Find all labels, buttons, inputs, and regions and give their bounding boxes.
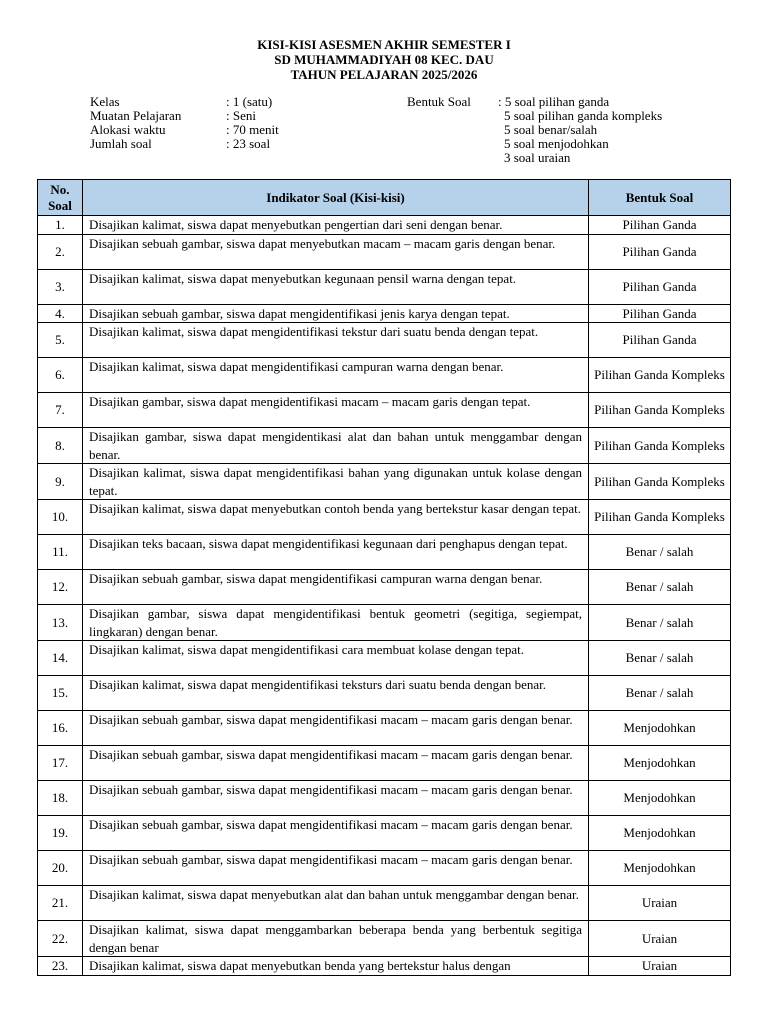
cell-indikator: Disajikan kalimat, siswa dapat menyebutkan alat dan bahan untuk menggambar dengan benar. bbox=[83, 886, 589, 921]
cell-no: 1. bbox=[38, 216, 83, 235]
cell-indikator: Disajikan sebuah gambar, siswa dapat mengidentifikasi macam – macam garis dengan benar. bbox=[83, 746, 589, 781]
table-row bbox=[38, 641, 731, 676]
table-header-row bbox=[38, 180, 731, 216]
cell-no: 16. bbox=[38, 711, 83, 746]
cell-bentuk: Menjodohkan bbox=[589, 711, 731, 746]
info-label: Kelas bbox=[90, 94, 120, 109]
cell-indikator: Disajikan sebuah gambar, siswa dapat mengidentifikasi jenis karya dengan tepat. bbox=[83, 304, 589, 323]
info-value: : 1 (satu) bbox=[226, 94, 273, 109]
info-row-muatan bbox=[90, 109, 279, 123]
info-value: 5 soal pilihan ganda kompleks bbox=[504, 108, 663, 123]
info-right bbox=[407, 95, 662, 165]
cell-indikator: Disajikan sebuah gambar, siswa dapat mengidentifikasi campuran warna dengan benar. bbox=[83, 570, 589, 605]
title-line-3: TAHUN PELAJARAN 2025/2026 bbox=[290, 67, 478, 82]
cell-bentuk: Uraian bbox=[589, 886, 731, 921]
cell-indikator: Disajikan kalimat, siswa dapat menyebutkan contoh benda yang bertekstur kasar dengan tepat. bbox=[83, 500, 589, 535]
cell-bentuk: Pilihan Ganda bbox=[589, 269, 731, 304]
cell-indikator: Disajikan kalimat, siswa dapat mengidentifikasi tekstur dari suatu benda dengan tepat. bbox=[83, 323, 589, 358]
info-row-alokasi bbox=[90, 123, 279, 137]
cell-no: 18. bbox=[38, 781, 83, 816]
cell-indikator: Disajikan kalimat, siswa dapat mengidentifikasi teksturs dari suatu benda dengan benar. bbox=[83, 676, 589, 711]
cell-indikator: Disajikan gambar, siswa dapat mengidentifikasi macam – macam garis dengan tepat. bbox=[83, 393, 589, 428]
info-value: : 5 soal pilihan ganda bbox=[498, 94, 610, 109]
cell-indikator: Disajikan sebuah gambar, siswa dapat mengidentifikasi macam – macam garis dengan benar. bbox=[83, 781, 589, 816]
info-row-bentuk bbox=[407, 95, 662, 109]
info-label: Bentuk Soal bbox=[407, 94, 471, 109]
table-row bbox=[38, 816, 731, 851]
info-value: : 23 soal bbox=[226, 136, 271, 151]
cell-no: 23. bbox=[38, 957, 83, 976]
table-row bbox=[38, 921, 731, 957]
info-row-jumlah bbox=[90, 137, 279, 151]
cell-bentuk: Pilihan Ganda bbox=[589, 216, 731, 235]
table-row bbox=[38, 234, 731, 269]
cell-no: 19. bbox=[38, 816, 83, 851]
cell-no: 22. bbox=[38, 921, 83, 957]
cell-no: 17. bbox=[38, 746, 83, 781]
table-row bbox=[38, 304, 731, 323]
kisi-kisi-table bbox=[37, 179, 731, 976]
info-row-kelas bbox=[90, 95, 279, 109]
info-value: 5 soal menjodohkan bbox=[504, 136, 609, 151]
cell-bentuk: Benar / salah bbox=[589, 570, 731, 605]
table-row bbox=[38, 957, 731, 976]
cell-bentuk: Menjodohkan bbox=[589, 851, 731, 886]
table-row bbox=[38, 711, 731, 746]
cell-bentuk: Menjodohkan bbox=[589, 781, 731, 816]
cell-indikator: Disajikan sebuah gambar, siswa dapat mengidentifikasi macam – macam garis dengan benar. bbox=[83, 816, 589, 851]
table-row bbox=[38, 746, 731, 781]
cell-indikator: Disajikan kalimat, siswa dapat menyebutkan kegunaan pensil warna dengan tepat. bbox=[83, 269, 589, 304]
info-label: Alokasi waktu bbox=[90, 122, 166, 137]
cell-indikator: Disajikan sebuah gambar, siswa dapat mengidentifikasi macam – macam garis dengan benar. bbox=[83, 711, 589, 746]
cell-no: 14. bbox=[38, 641, 83, 676]
cell-bentuk: Benar / salah bbox=[589, 641, 731, 676]
cell-indikator: Disajikan sebuah gambar, siswa dapat menyebutkan macam – macam garis dengan benar. bbox=[83, 234, 589, 269]
info-row-bentuk-3 bbox=[407, 123, 662, 137]
title-line-2: SD MUHAMMADIYAH 08 KEC. DAU bbox=[274, 52, 494, 67]
table-row bbox=[38, 393, 731, 428]
cell-no: 12. bbox=[38, 570, 83, 605]
table-row bbox=[38, 500, 731, 535]
table-row bbox=[38, 216, 731, 235]
document-title bbox=[0, 37, 768, 82]
info-left bbox=[90, 95, 279, 151]
table-row bbox=[38, 358, 731, 393]
info-value: 3 soal uraian bbox=[504, 150, 571, 165]
column-header-indikator: Indikator Soal (Kisi-kisi) bbox=[83, 180, 589, 216]
table-row bbox=[38, 781, 731, 816]
cell-bentuk: Benar / salah bbox=[589, 535, 731, 570]
column-header-bentuk: Bentuk Soal bbox=[589, 180, 731, 216]
cell-bentuk: Pilihan Ganda bbox=[589, 323, 731, 358]
info-label: Jumlah soal bbox=[90, 136, 152, 151]
cell-indikator: Disajikan kalimat, siswa dapat mengidentifikasi bahan yang digunakan untuk kolase dengan tepat. bbox=[83, 464, 589, 500]
cell-no: 15. bbox=[38, 676, 83, 711]
cell-no: 10. bbox=[38, 500, 83, 535]
cell-no: 9. bbox=[38, 464, 83, 500]
cell-no: 21. bbox=[38, 886, 83, 921]
info-row-bentuk-4 bbox=[407, 137, 662, 151]
info-row-bentuk-2 bbox=[407, 109, 662, 123]
table-row bbox=[38, 676, 731, 711]
info-label: Muatan Pelajaran bbox=[90, 108, 182, 123]
cell-bentuk: Pilihan Ganda Kompleks bbox=[589, 464, 731, 500]
cell-bentuk: Menjodohkan bbox=[589, 816, 731, 851]
cell-bentuk: Uraian bbox=[589, 957, 731, 976]
cell-no: 8. bbox=[38, 428, 83, 464]
cell-indikator: Disajikan gambar, siswa dapat mengidentikasi alat dan bahan untuk menggambar dengan benar. bbox=[83, 428, 589, 464]
info-value: : Seni bbox=[226, 108, 256, 123]
table-row bbox=[38, 570, 731, 605]
cell-no: 20. bbox=[38, 851, 83, 886]
title-line-1: KISI-KISI ASESMEN AKHIR SEMESTER I bbox=[257, 37, 511, 52]
cell-indikator: Disajikan kalimat, siswa dapat menyebutkan pengertian dari seni dengan benar. bbox=[83, 216, 589, 235]
cell-no: 13. bbox=[38, 605, 83, 641]
cell-bentuk: Menjodohkan bbox=[589, 746, 731, 781]
cell-indikator bbox=[83, 957, 589, 976]
table-row bbox=[38, 605, 731, 641]
cell-no: 6. bbox=[38, 358, 83, 393]
table-row bbox=[38, 464, 731, 500]
table-row bbox=[38, 323, 731, 358]
cell-bentuk: Pilihan Ganda Kompleks bbox=[589, 428, 731, 464]
cell-indikator: Disajikan teks bacaan, siswa dapat mengidentifikasi kegunaan dari penghapus dengan tepat. bbox=[83, 535, 589, 570]
cell-indikator-text: Disajikan kalimat, siswa dapat menyebutkan benda yang bertekstur halus dengan bbox=[89, 958, 511, 973]
table-row bbox=[38, 269, 731, 304]
info-value: : 70 menit bbox=[226, 122, 279, 137]
cell-indikator: Disajikan sebuah gambar, siswa dapat mengidentifikasi macam – macam garis dengan benar. bbox=[83, 851, 589, 886]
cell-indikator: Disajikan kalimat, siswa dapat menggambarkan beberapa benda yang berbentuk segitiga dengan benar bbox=[83, 921, 589, 957]
cell-indikator: Disajikan gambar, siswa dapat mengidentifikasi bentuk geometri (segitiga, segiempat, lingkaran) dengan benar. bbox=[83, 605, 589, 641]
cell-bentuk: Pilihan Ganda Kompleks bbox=[589, 393, 731, 428]
cell-bentuk: Pilihan Ganda Kompleks bbox=[589, 358, 731, 393]
table-row bbox=[38, 851, 731, 886]
cell-no: 5. bbox=[38, 323, 83, 358]
cell-no: 7. bbox=[38, 393, 83, 428]
cell-bentuk: Pilihan Ganda Kompleks bbox=[589, 500, 731, 535]
cell-no: 11. bbox=[38, 535, 83, 570]
cell-bentuk: Uraian bbox=[589, 921, 731, 957]
cell-indikator: Disajikan kalimat, siswa dapat mengidentifikasi campuran warna dengan benar. bbox=[83, 358, 589, 393]
table-row bbox=[38, 428, 731, 464]
info-value: 5 soal benar/salah bbox=[504, 122, 598, 137]
cell-bentuk: Benar / salah bbox=[589, 676, 731, 711]
cell-bentuk: Pilihan Ganda bbox=[589, 304, 731, 323]
cell-no: 3. bbox=[38, 269, 83, 304]
column-header-no: No. Soal bbox=[38, 180, 83, 216]
table-row bbox=[38, 886, 731, 921]
table-row bbox=[38, 535, 731, 570]
cell-no: 4. bbox=[38, 304, 83, 323]
cell-bentuk: Benar / salah bbox=[589, 605, 731, 641]
cell-indikator: Disajikan kalimat, siswa dapat mengidentifikasi cara membuat kolase dengan tepat. bbox=[83, 641, 589, 676]
info-row-bentuk-5 bbox=[407, 151, 662, 165]
cell-no: 2. bbox=[38, 234, 83, 269]
cell-bentuk: Pilihan Ganda bbox=[589, 234, 731, 269]
